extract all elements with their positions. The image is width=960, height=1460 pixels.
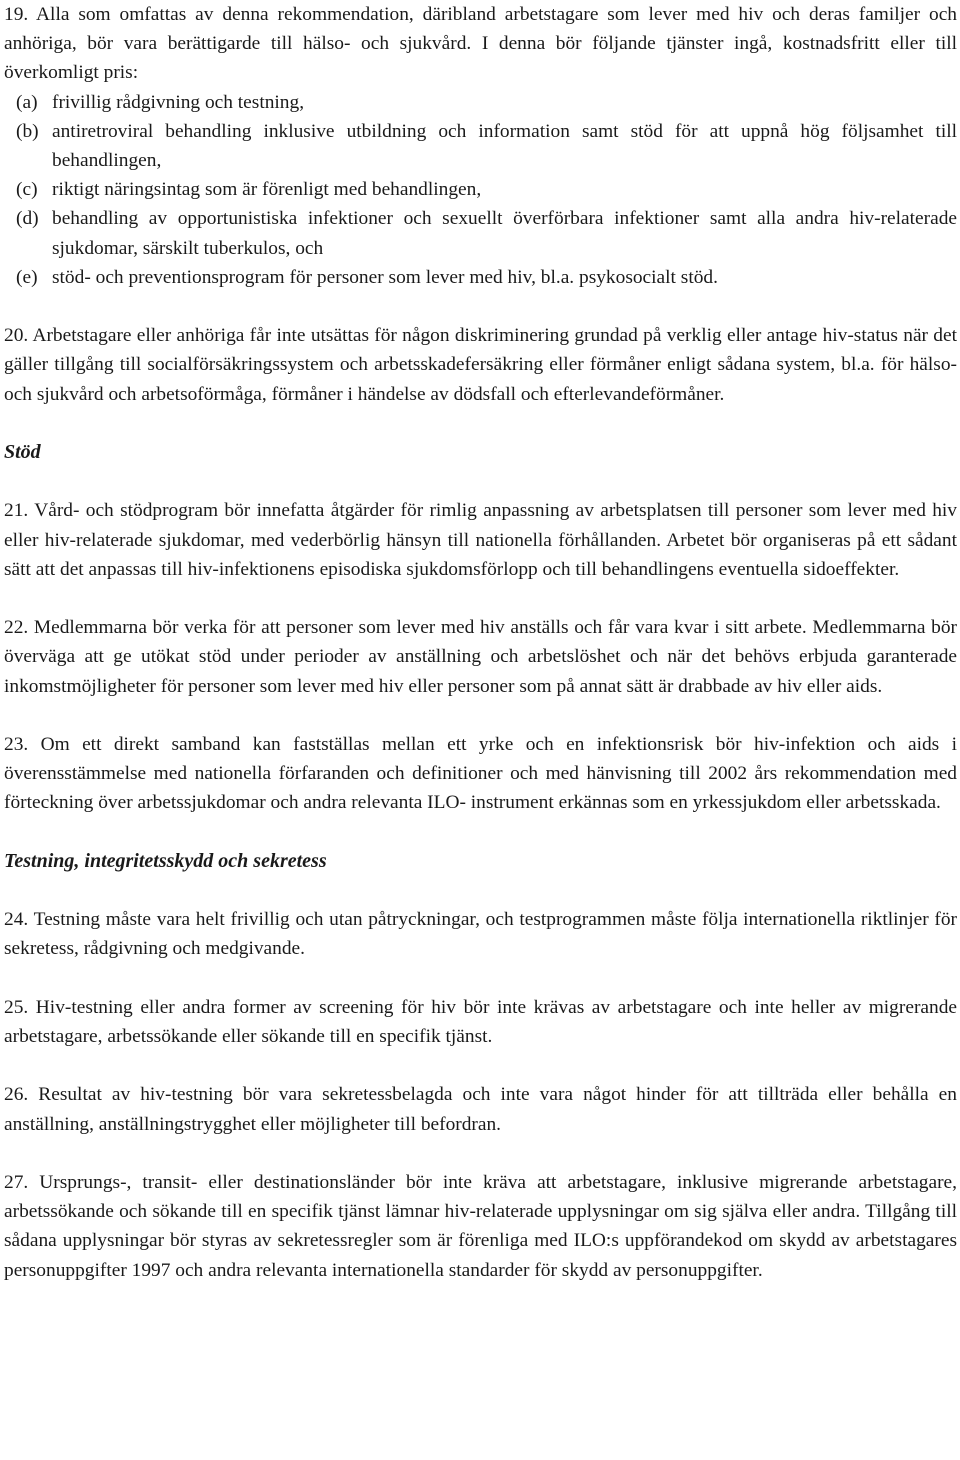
list-marker: (a) <box>16 91 38 113</box>
spacer <box>4 467 957 496</box>
list-item-d <box>4 204 957 262</box>
list-marker: (e) <box>16 266 38 288</box>
spacer <box>4 964 957 993</box>
list-text: antiretroviral behandling inklusive utbildning och information samt stöd för att uppnå hög följsamhet till behandlingen, <box>52 120 957 172</box>
paragraph-24: 24. Testning måste vara helt frivillig och utan påtryckningar, och testprogrammen måste följa internationella riktlinjer för sekretess, rådgivning och medgivande. <box>4 909 957 960</box>
list-text: riktigt näringsintag som är förenligt med behandlingen, <box>52 179 482 201</box>
list-item-c <box>4 175 957 204</box>
paragraph-21: 21. Vård- och stödprogram bör innefatta åtgärder för rimlig anpassning av arbetsplatsen till personer som lever med hiv eller hiv-relaterade sjukdomar, med vederbörlig hänsyn till nationella förhållanden. Arbetet bör organiseras på ett sådant sätt att det anpassas till hiv-infektionens episodiska sjukdomsförlopp och till behandlingens eventuella sidoeffekter. <box>4 500 957 580</box>
paragraph-27: 27. Ursprungs-, transit- eller destinationsländer bör inte kräva att arbetstagare, inklusive migrerande arbetstagare, arbetssökande och sökande till en specifik tjänst lämnar hiv-relaterade upplysningar om sig själva eller andra. Tillgång till sådana upplysningar bör styras av sekretessregler som är förenliga med ILO:s uppförandekod om skydd av arbetstagares personuppgifter 1997 och andra relevanta internationella standarder för skydd av personuppgifter. <box>4 1171 957 1281</box>
paragraph-20: 20. Arbetstagare eller anhöriga får inte utsättas för någon diskriminering grundad på verklig eller antage hiv-status när det gäller tillgång till socialförsäkringssystem och arbetsskadefersäkring eller förmåner enligt sådana system, bl.a. för hälso- och sjukvård och arbetsoförmåga, förmåner i händelse av dödsfall och efterlevandeförmåner. <box>4 325 957 405</box>
document-page <box>4 0 957 1285</box>
list-item-b <box>4 117 957 175</box>
list-item-e <box>4 263 957 292</box>
spacer <box>4 701 957 730</box>
paragraph-25: 25. Hiv-testning eller andra former av screening för hiv bör inte krävas av arbetstagare och inte heller av migrerande arbetstagare, arbetssökande eller sökande till en specifik tjänst. <box>4 996 957 1047</box>
section-heading-stod: Stöd <box>4 441 41 464</box>
spacer <box>4 292 957 321</box>
paragraph-23: 23. Om ett direkt samband kan fastställas mellan ett yrke och en infektionsrisk bör hiv-infektion och aids i överensstämmelse med nationella förfaranden och definitioner och med hänvisning till 2002 års rekommendation med förteckning över arbetssjukdomar och andra relevanta ILO- instrument erkännas som en yrkessjukdom eller arbetsskada. <box>4 734 957 814</box>
list-text: behandling av opportunistiska infektioner och sexuellt överförbara infektioner samt alla andra hiv-relaterade sjukdomar, särskilt tuberkulos, och <box>52 208 957 259</box>
paragraph-22: 22. Medlemmarna bör verka för att personer som lever med hiv anställs och får vara kvar i sitt arbete. Medlemmarna bör överväga att ge utökat stöd under perioder av anställning och arbetslöshet och när det behövs erbjuda garanterade inkomstmöjligheter för personer som lever med hiv eller personer som på annat sätt är drabbade av hiv eller aids. <box>4 617 957 697</box>
list-text: frivillig rådgivning och testning, <box>52 91 305 113</box>
paragraph-19: 19. Alla som omfattas av denna rekommendation, däribland arbetstagare som lever med hiv och deras familjer och anhöriga, bör vara berättigarde till hälso- och sjukvård. I denna bör följande tjänster ingå, kostnadsfritt eller till överkomligt pris: <box>4 4 957 84</box>
list-text: stöd- och preventionsprogram för personer som lever med hiv, bl.a. psykosocialt stöd. <box>52 266 718 288</box>
list-marker: (b) <box>16 120 39 142</box>
spacer <box>4 876 957 905</box>
spacer <box>4 1139 957 1168</box>
spacer <box>4 584 957 613</box>
list-item-a <box>4 88 957 117</box>
section-heading-testning: Testning, integritetsskydd och sekretess <box>4 849 327 872</box>
list-marker: (c) <box>16 179 38 201</box>
spacer <box>4 818 957 847</box>
paragraph-26: 26. Resultat av hiv-testning bör vara sekretessbelagda och inte vara något hinder för att tillträda eller behålla en anställning, anställningstrygghet eller möjligheter till befordran. <box>4 1084 957 1135</box>
service-list <box>4 88 957 292</box>
spacer <box>4 1051 957 1080</box>
list-marker: (d) <box>16 208 39 230</box>
spacer <box>4 409 957 438</box>
